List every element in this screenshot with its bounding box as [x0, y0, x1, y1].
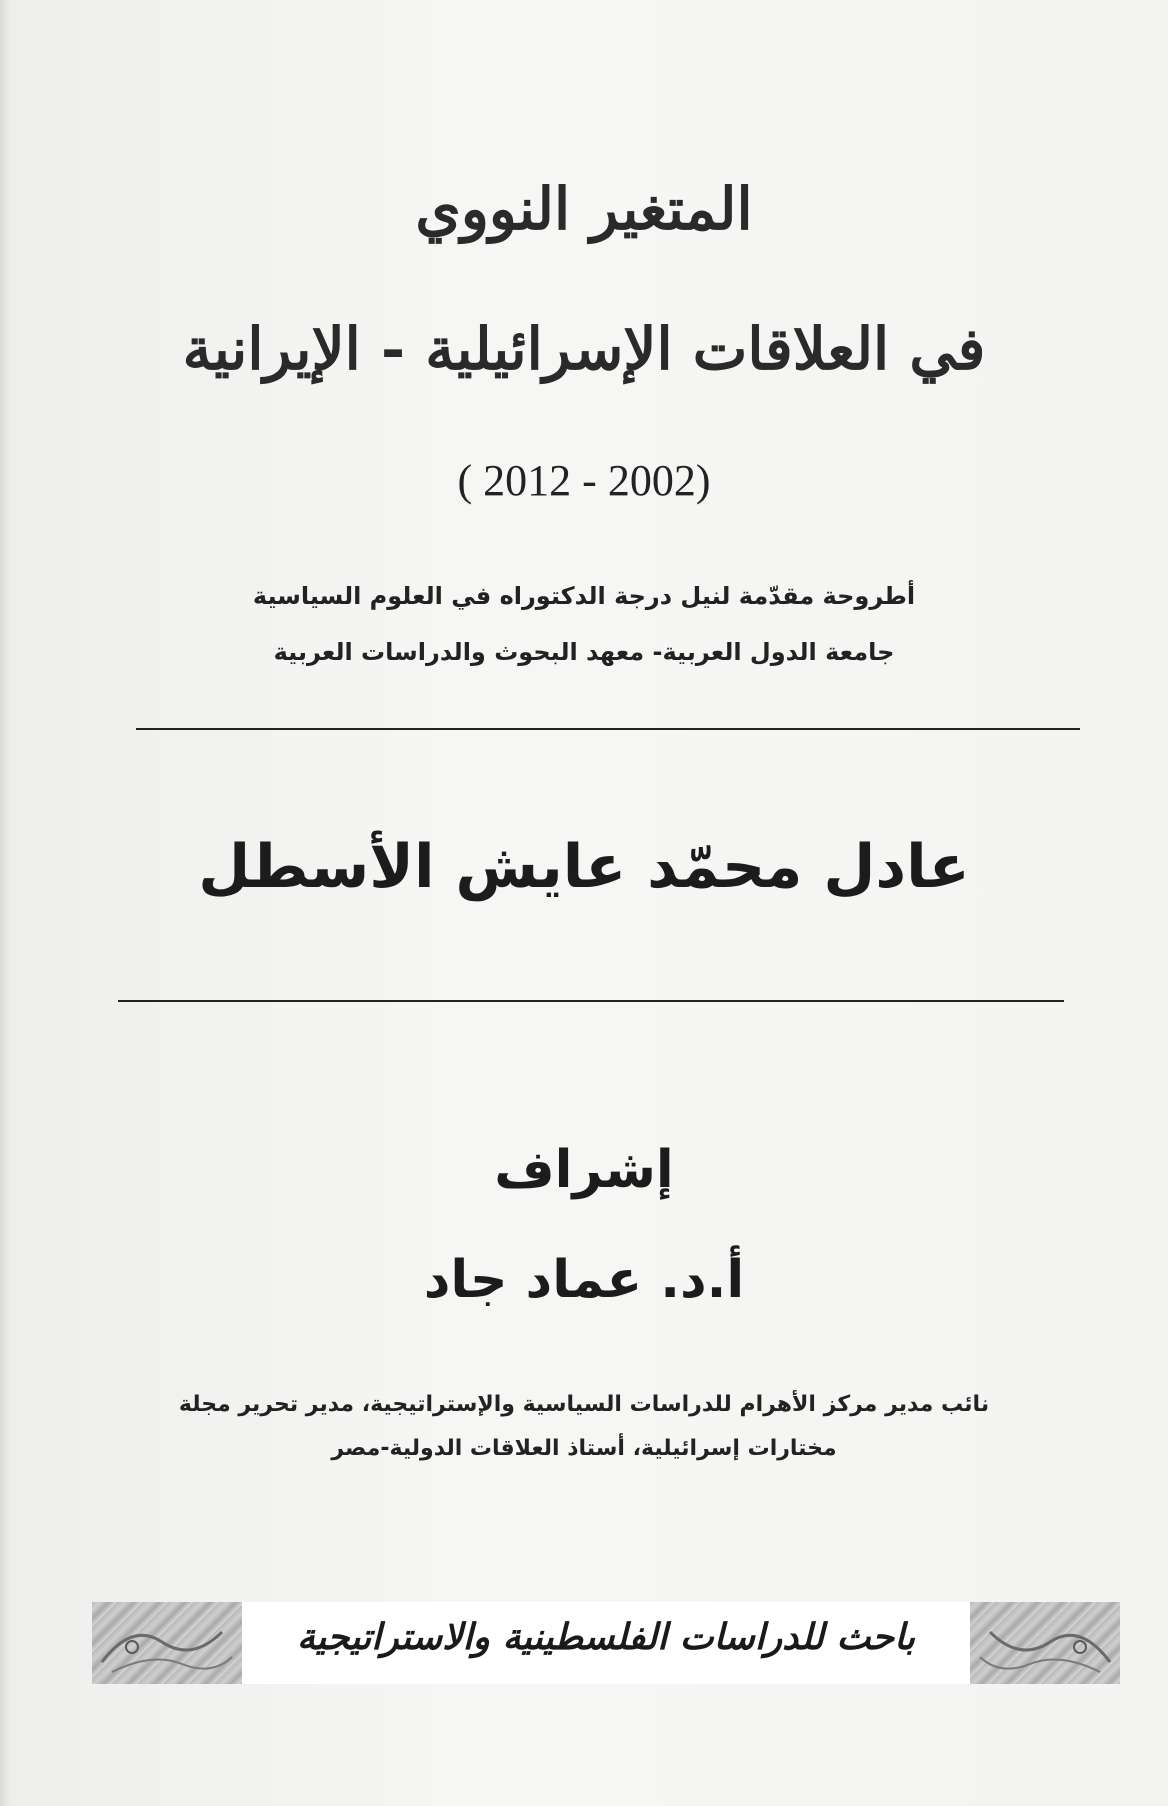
author-name: عادل محمّد عايش الأسطل [198, 832, 970, 902]
page-edge-shadow [0, 0, 10, 1806]
supervision-label: إشراف [494, 1140, 674, 1200]
banner-ornament-left [92, 1602, 242, 1684]
book-years: ( 2012 - 2002) [457, 456, 711, 505]
supervisor-description-line-1: نائب مدير مركز الأهرام للدراسات السياسية والإستراتيجية، مدير تحرير مجلة [178, 1392, 990, 1417]
divider-bottom [118, 1000, 1064, 1002]
publisher-name: باحث للدراسات الفلسطينية والاستراتيجية [296, 1616, 916, 1658]
book-title-line-2: في العلاقات الإسرائيلية - الإيرانية [182, 315, 986, 383]
supervisor-name: أ.د. عماد جاد [423, 1250, 745, 1310]
book-title-line-1: المتغير النووي [415, 175, 753, 243]
thesis-institution: جامعة الدول العربية- معهد البحوث والدراسات العربية [273, 638, 895, 666]
supervisor-description-line-2: مختارات إسرائيلية، أستاذ العلاقات الدولية-مصر [331, 1436, 837, 1461]
divider-top [136, 728, 1080, 730]
thesis-statement: أطروحة مقدّمة لنيل درجة الدكتوراه في العلوم السياسية [252, 582, 916, 610]
banner-ornament-right [970, 1602, 1120, 1684]
publisher-banner [92, 1602, 1120, 1684]
